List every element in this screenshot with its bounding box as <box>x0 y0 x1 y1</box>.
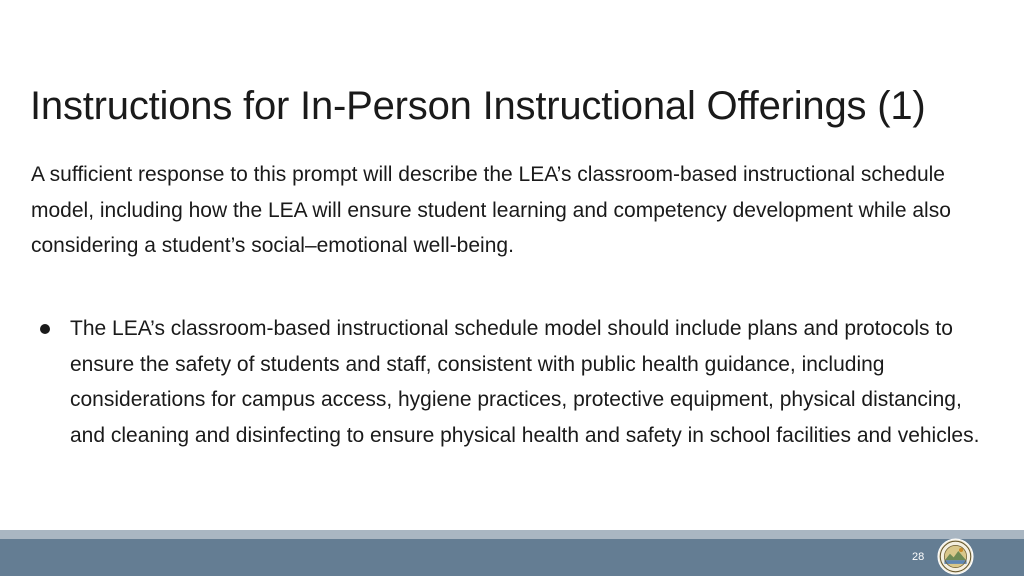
footer-accent-band <box>0 530 1024 539</box>
bullet-text: The LEA’s classroom-based instructional schedule model should include plans and protocols to ensure the safety of students and staff, consistent with public health guidance, including considerations for campus access, hygiene practices, protective equipment, physical distancing, and cleaning and disinfecting to ensure physical health and safety in school facilities and vehicles. <box>70 317 980 447</box>
page-number: 28 <box>912 551 925 563</box>
slide-title: Instructions for In-Person Instructional Offerings (1) <box>30 84 926 128</box>
intro-paragraph: A sufficient response to this prompt will describe the LEA’s classroom-based instructional schedule model, including how the LEA will ensure student learning and competency development while also considering a student’s social–emotional well-being. <box>31 163 951 257</box>
footer-band <box>0 539 1024 576</box>
bullet-item <box>31 311 991 453</box>
bullet-list <box>31 311 991 453</box>
bullet-dot-icon <box>40 324 50 334</box>
state-seal-icon <box>937 538 974 575</box>
